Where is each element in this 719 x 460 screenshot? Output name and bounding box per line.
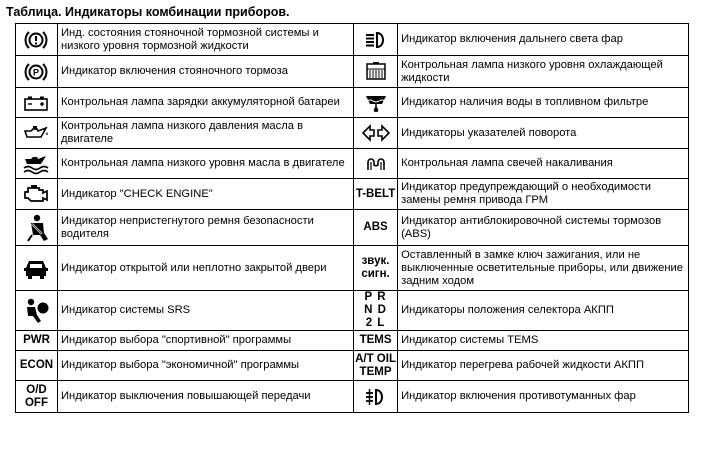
row-icon-cell	[16, 179, 58, 210]
row-description: Индикатор включения противотуманных фар	[398, 381, 689, 413]
row-description: Контрольная лампа низкого давления масла в двигателе	[57, 118, 353, 149]
row-icon-cell	[16, 351, 58, 381]
table-row	[16, 88, 689, 118]
row-icon-cell	[16, 246, 58, 291]
oil-level-icon	[21, 153, 51, 175]
row-icon-cell	[16, 210, 58, 246]
glow-plug-icon	[363, 154, 389, 174]
row-icon-cell	[16, 118, 58, 149]
row-icon-cell	[16, 24, 58, 56]
row-icon-cell	[354, 331, 398, 351]
row-icon-cell	[16, 381, 58, 413]
row-icon-cell	[354, 149, 398, 179]
srs-airbag-icon	[22, 297, 50, 325]
table-row	[16, 381, 689, 413]
row-description: Индикатор непристегнутого ремня безопасности водителя	[57, 210, 353, 246]
abs-label: ABS	[363, 221, 388, 233]
row-description: Контрольная лампа зарядки аккумуляторной батареи	[57, 88, 353, 118]
row-description: Индикатор наличия воды в топливном фильтре	[398, 88, 689, 118]
table-row	[16, 351, 689, 381]
row-description: Индикатор системы SRS	[57, 291, 353, 331]
table-row	[16, 291, 689, 331]
table-row	[16, 246, 689, 291]
oil-pressure-icon	[21, 123, 51, 143]
row-icon-cell	[354, 246, 398, 291]
row-description: Контрольная лампа свечей накаливания	[398, 149, 689, 179]
row-icon-cell	[354, 351, 398, 381]
row-icon-cell	[354, 118, 398, 149]
row-description: Индикатор включения стояночного тормоза	[57, 56, 353, 88]
check-engine-icon	[21, 183, 51, 205]
row-description: Индикаторы указателей поворота	[398, 118, 689, 149]
row-icon-cell	[354, 88, 398, 118]
table-row	[16, 56, 689, 88]
row-description: Индикатор предупреждающий о необходимости замены ремня привода ГРМ	[398, 179, 689, 210]
row-description: Индикатор системы TEMS	[398, 331, 689, 351]
high-beam-icon	[363, 30, 389, 50]
row-icon-cell	[354, 56, 398, 88]
row-description: Индикатор "CHECK ENGINE"	[57, 179, 353, 210]
row-description: Инд. состояния стояночной тормозной системы и низкого уровня тормозной жидкости	[57, 24, 353, 56]
row-description: Индикатор выбора "спортивной" программы	[57, 331, 353, 351]
sound-signal-label: звук. сигн.	[361, 255, 390, 280]
row-description: Индикаторы положения селектора АКПП	[398, 291, 689, 331]
row-description: Оставленный в замке ключ зажигания, или не выключенные осветительные приборы, или движение задним ходом	[398, 246, 689, 291]
row-icon-cell	[354, 24, 398, 56]
indicator-table	[15, 23, 689, 413]
door-open-icon	[22, 256, 50, 280]
table-row	[16, 118, 689, 149]
row-description: Индикатор антиблокировочной системы тормозов (ABS)	[398, 210, 689, 246]
table-row	[16, 179, 689, 210]
pwr-label: PWR	[23, 334, 50, 346]
row-description: Индикатор открытой или неплотно закрытой двери	[57, 246, 353, 291]
battery-icon	[22, 94, 50, 112]
turn-signal-icon	[360, 123, 392, 143]
coolant-level-icon	[363, 61, 389, 83]
parking-brake-icon	[23, 60, 49, 84]
table-row	[16, 149, 689, 179]
row-icon-cell	[354, 291, 398, 331]
row-icon-cell	[354, 179, 398, 210]
t-belt-label: T-BELT	[355, 187, 396, 200]
row-icon-cell	[16, 88, 58, 118]
row-icon-cell	[354, 381, 398, 413]
seat-belt-icon	[22, 213, 50, 243]
row-description: Контрольная лампа низкого уровня охлаждающей жидкости	[398, 56, 689, 88]
brake-system-icon	[23, 28, 49, 52]
econ-label: ECON	[19, 359, 54, 371]
row-description: Индикатор выключения повышающей передачи	[57, 381, 353, 413]
table-row	[16, 210, 689, 246]
row-icon-cell	[16, 56, 58, 88]
table-row	[16, 24, 689, 56]
water-in-fuel-icon	[362, 92, 390, 114]
row-icon-cell	[16, 331, 58, 351]
row-icon-cell	[16, 291, 58, 331]
tems-label: TEMS	[359, 334, 392, 346]
row-icon-cell	[16, 149, 58, 179]
row-icon-cell	[354, 210, 398, 246]
at-oil-temp-label: A/T OIL TEMP	[355, 352, 396, 378]
selector-position-label: P R N D 2 L	[364, 291, 387, 329]
svg-text:P: P	[33, 67, 40, 77]
row-description: Индикатор выбора "экономичной" программы	[57, 351, 353, 381]
table-row	[16, 331, 689, 351]
page-title: Таблица. Индикаторы комбинации приборов.	[6, 5, 290, 19]
od-off-label: O/D OFF	[24, 383, 48, 409]
row-description: Контрольная лампа низкого уровня масла в двигателе	[57, 149, 353, 179]
row-description: Индикатор включения дальнего света фар	[398, 24, 689, 56]
row-description: Индикатор перегрева рабочей жидкости АКПП	[398, 351, 689, 381]
fog-light-icon	[362, 386, 390, 408]
